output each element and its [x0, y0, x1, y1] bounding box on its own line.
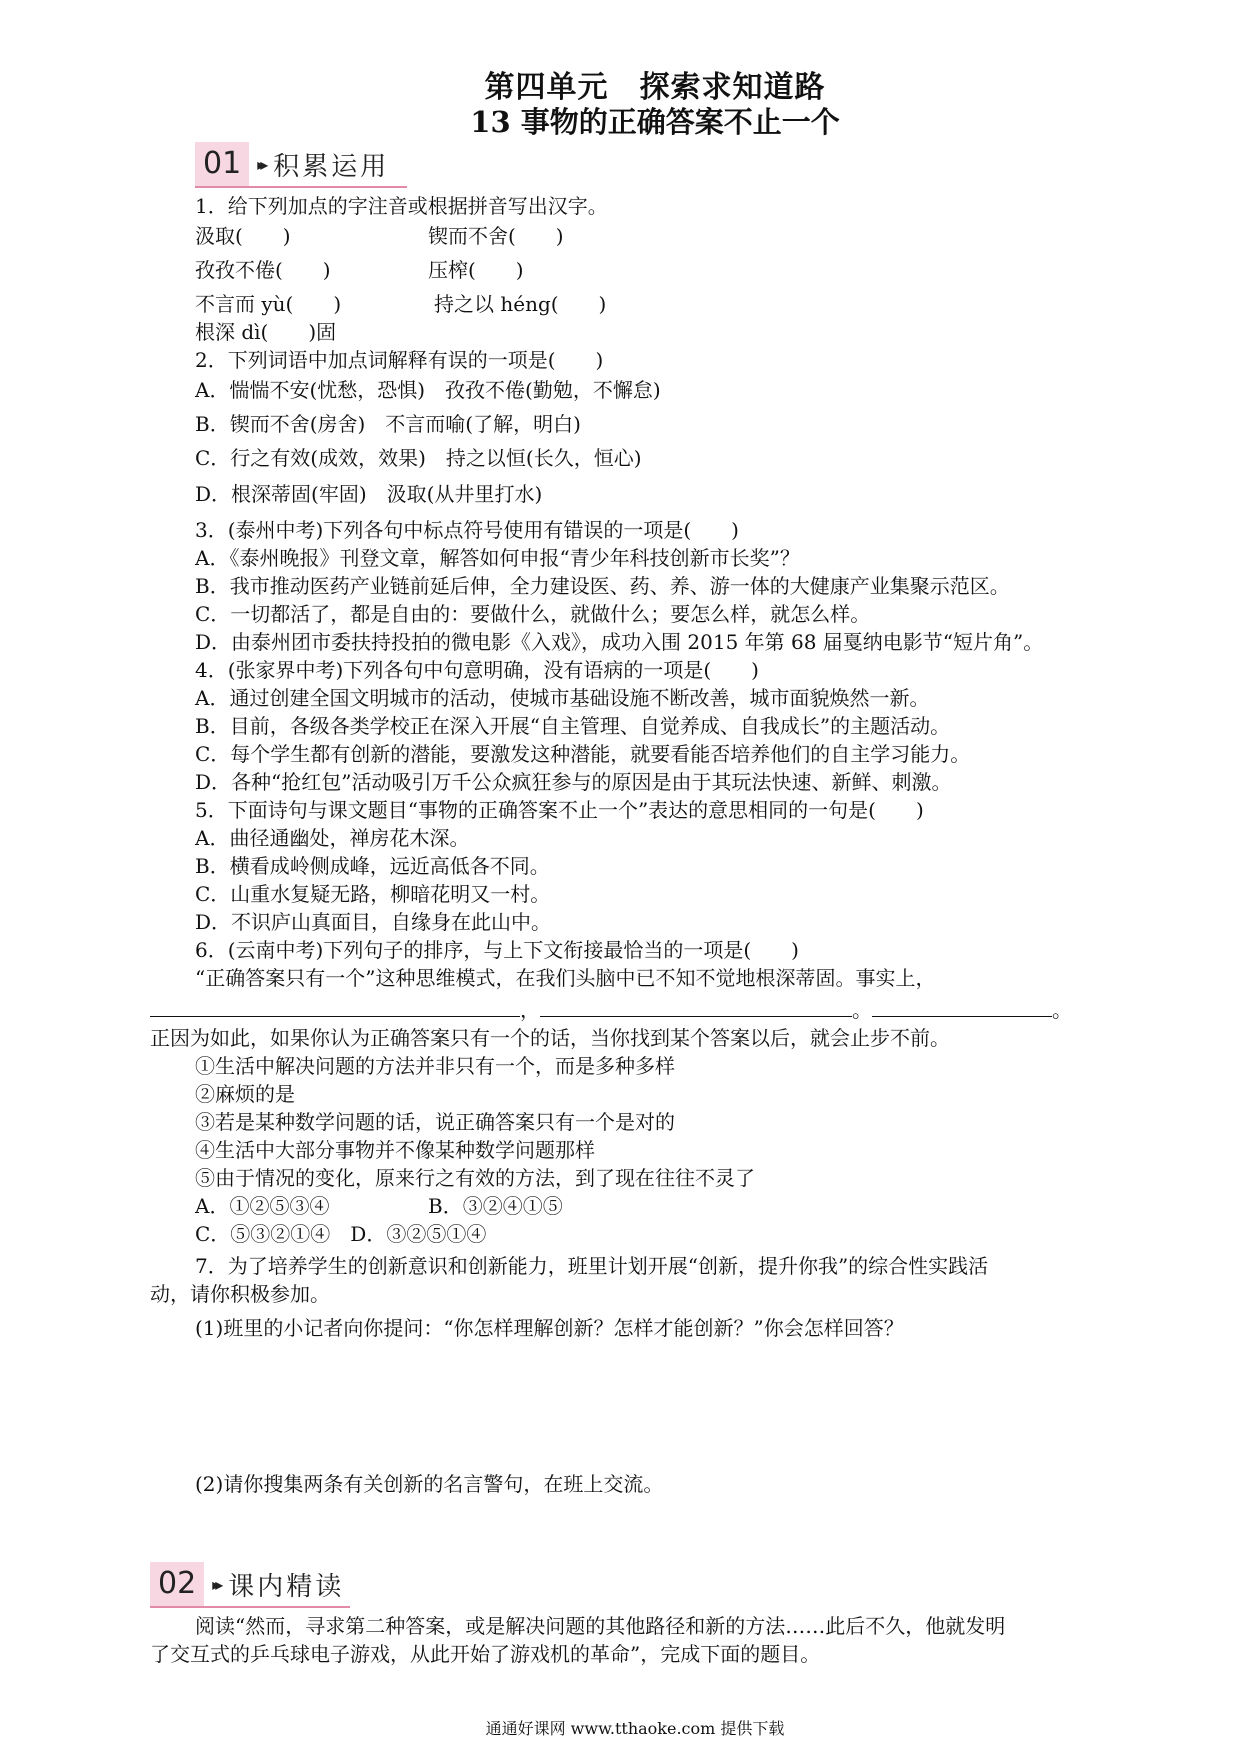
- answer-blank[interactable]: [150, 998, 520, 1017]
- q1-item: 根深 dì( )固: [195, 320, 337, 344]
- reading-instruction: 阅读“然而，寻求第二种答案，或是解决问题的其他路径和新的方法……此后不久，他就发明: [195, 1614, 1006, 1638]
- q6-punct: ，: [520, 998, 540, 1022]
- q2-option-a: A．惴惴不安(忧愁，恐惧) 孜孜不倦(勤勉，不懈怠): [195, 378, 661, 402]
- section-title: 课内精读: [228, 1571, 345, 1602]
- q6-options-cd: C．⑤③②①④ D．③②⑤①④: [195, 1222, 487, 1246]
- q6-sentence: ②麻烦的是: [195, 1082, 295, 1106]
- section-underline: [195, 186, 407, 188]
- section-header-1: [195, 142, 389, 186]
- q4-option-b: B．目前，各级各类学校正在深入开展“自主管理、自觉养成、自我成长”的主题活动。: [195, 714, 951, 738]
- q7-sub1: (1)班里的小记者向你提问：“你怎样理解创新？怎样才能创新？”你会怎样回答？: [195, 1316, 904, 1340]
- q2-option-d: D．根深蒂固(牢固) 汲取(从井里打水): [195, 482, 543, 506]
- double-arrow-icon: ▸▸: [212, 1574, 219, 1594]
- q5-option-b: B．横看成岭侧成峰，远近高低各不同。: [195, 854, 550, 878]
- section-underline: [150, 1606, 350, 1608]
- q6-stem: 6．(云南中考)下列句子的排序，与上下文衔接最恰当的一项是( ): [195, 938, 799, 962]
- q2-stem: 2．下列词语中加点词解释有误的一项是( ): [195, 348, 604, 372]
- double-arrow-icon: ▸▸: [257, 154, 264, 174]
- q6-option-a: A．①②⑤③④: [195, 1194, 330, 1218]
- q2-option-b: B．锲而不舍(房舍) 不言而喻(了解，明白): [195, 412, 581, 436]
- q6-punct: 。: [1052, 998, 1072, 1022]
- answer-blank[interactable]: [540, 998, 852, 1017]
- q3-option-b: B．我市推动医药产业链前延后伸，全力建设医、药、养、游一体的大健康产业集聚示范区。: [195, 574, 1010, 598]
- q4-option-c: C．每个学生都有创新的潜能，要激发这种潜能，就要看能否培养他们的自主学习能力。: [195, 742, 971, 766]
- q7-sub2: (2)请你搜集两条有关创新的名言警句，在班上交流。: [195, 1472, 664, 1496]
- q5-option-a: A．曲径通幽处，禅房花木深。: [195, 826, 470, 850]
- q6-sentence: ⑤由于情况的变化，原来行之有效的方法，到了现在往往不灵了: [195, 1166, 755, 1190]
- q1-stem: 1．给下列加点的字注音或根据拼音写出汉字。: [195, 194, 608, 218]
- q6-sentence: ④生活中大部分事物并不像某种数学问题那样: [195, 1138, 595, 1162]
- q6-sentence: ①生活中解决问题的方法并非只有一个，而是多种多样: [195, 1054, 675, 1078]
- section-title: 积累运用: [273, 151, 390, 182]
- lesson-title: 13 事物的正确答案不止一个: [470, 105, 840, 139]
- q3-stem: 3．(泰州中考)下列各句中标点符号使用有错误的一项是( ): [195, 518, 739, 542]
- q5-option-c: C．山重水复疑无路，柳暗花明又一村。: [195, 882, 551, 906]
- q3-option-d: D．由泰州团市委扶持投拍的微电影《入戏》，成功入围 2015 年第 68 届戛纳电影节“短片角”。: [195, 630, 1044, 654]
- section-number: 01: [195, 142, 249, 186]
- q1-item: 锲而不舍( ): [428, 224, 564, 248]
- q1-item: 孜孜不倦( ): [195, 258, 331, 282]
- q2-option-c: C．行之有效(成效，效果) 持之以恒(长久，恒心): [195, 446, 642, 470]
- q1-item: 汲取( ): [195, 224, 291, 248]
- reading-instruction-cont: 了交互式的乒乓球电子游戏，从此开始了游戏机的革命”，完成下面的题目。: [150, 1642, 821, 1666]
- q6-context: “正确答案只有一个”这种思维模式，在我们头脑中已不知不觉地根深蒂固。事实上，: [195, 966, 936, 990]
- q6-after: 正因为如此，如果你认为正确答案只有一个的话，当你找到某个答案以后，就会止步不前。: [150, 1026, 950, 1050]
- q5-option-d: D．不识庐山真面目，自缘身在此山中。: [195, 910, 552, 934]
- answer-blank[interactable]: [872, 998, 1052, 1017]
- section-number: 02: [150, 1562, 204, 1606]
- q1-item: 压榨( ): [428, 258, 524, 282]
- q3-option-c: C．一切都活了，都是自由的：要做什么，就做什么；要怎么样，就怎么样。: [195, 602, 871, 626]
- q4-option-d: D．各种“抢红包”活动吸引万千公众疯狂参与的原因是由于其玩法快速、新鲜、刺激。: [195, 770, 952, 794]
- q5-stem: 5．下面诗句与课文题目“事物的正确答案不止一个”表达的意思相同的一句是( ): [195, 798, 924, 822]
- unit-title: 第四单元 探索求知道路: [484, 70, 826, 105]
- q4-option-a: A．通过创建全国文明城市的活动，使城市基础设施不断改善，城市面貌焕然一新。: [195, 686, 930, 710]
- q3-option-a: A．《泰州晚报》刊登文章，解答如何申报“青少年科技创新市长奖”？: [195, 546, 800, 570]
- q6-blank-line: [150, 996, 1072, 1024]
- section-header-2: [150, 1562, 344, 1606]
- q7-stem-cont: 动，请你积极参加。: [150, 1282, 330, 1306]
- page-footer: 通通好课网 www.tthaoke.com 提供下载: [485, 1719, 785, 1738]
- q1-item: 持之以 héng( ): [434, 292, 607, 316]
- q1-item: 不言而 yù( ): [195, 292, 342, 316]
- q6-sentence: ③若是某种数学问题的话，说正确答案只有一个是对的: [195, 1110, 675, 1134]
- q4-stem: 4．(张家界中考)下列各句中句意明确，没有语病的一项是( ): [195, 658, 759, 682]
- q6-punct: 。: [852, 998, 872, 1022]
- q7-stem: 7．为了培养学生的创新意识和创新能力，班里计划开展“创新，提升你我”的综合性实践活: [195, 1254, 989, 1278]
- q6-option-b: B．③②④①⑤: [428, 1194, 563, 1218]
